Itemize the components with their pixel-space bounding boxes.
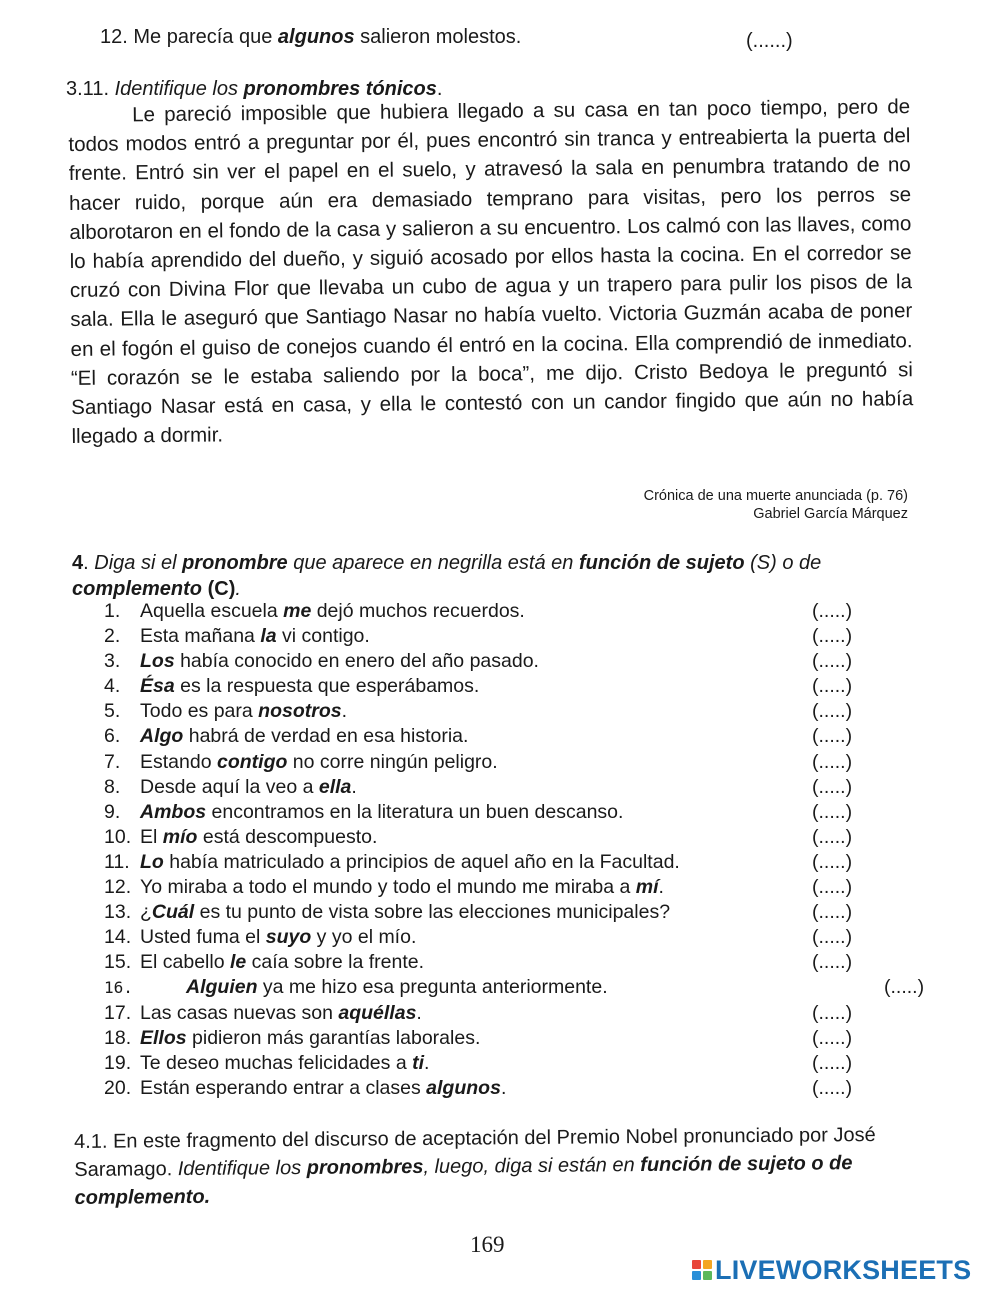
answer-blank[interactable]: (.....)	[812, 1026, 853, 1049]
answer-blank[interactable]: (.....)	[812, 1051, 853, 1074]
item-text-before: Las casas nuevas son	[140, 1001, 339, 1024]
item-text-after: .	[424, 1051, 430, 1074]
item-number: 17.	[104, 1001, 132, 1024]
item-number: 15.	[104, 951, 132, 974]
exercise-item	[104, 775, 874, 800]
item-text-after: pidieron más garantías laborales.	[186, 1026, 481, 1049]
item-text-before: Estando	[140, 750, 217, 773]
item-sentence	[140, 1026, 480, 1051]
item-sentence	[140, 775, 357, 800]
item-text-before: El cabello	[140, 951, 230, 974]
item-number: 19.	[104, 1051, 132, 1074]
item-text-before: Esta mañana	[140, 625, 261, 648]
item-text-before: El	[140, 825, 163, 848]
section-3-11-heading: 3.11. Identifique los pronombres tónicos.	[66, 78, 443, 100]
item-sentence	[140, 1051, 429, 1076]
item-pronoun: aquéllas	[338, 1001, 417, 1024]
item-sentence	[140, 699, 347, 724]
section-4-instructions: 4. Diga si el pronombre que aparece en negrilla está en función de sujeto (S) o de complemento (C).	[72, 552, 822, 600]
answer-blank[interactable]: (.....)	[812, 625, 853, 648]
answer-blank[interactable]: (.....)	[812, 901, 853, 924]
page-number: 169	[470, 1232, 505, 1257]
item-text-after: y yo el mío.	[311, 926, 417, 949]
item-sentence	[140, 825, 377, 850]
citation-work: Crónica de una muerte anunciada (p. 76)	[643, 488, 908, 504]
exercise-item	[104, 724, 874, 749]
item-number: 8.	[104, 775, 121, 798]
answer-blank[interactable]: (.....)	[812, 600, 853, 622]
item-sentence	[140, 649, 539, 674]
item-pronoun: mío	[162, 825, 198, 848]
exercise-item	[104, 750, 874, 775]
answer-blank[interactable]: (.....)	[884, 976, 925, 999]
logo-square	[692, 1271, 701, 1280]
item-sentence	[140, 724, 468, 749]
item-text-after: es tu punto de vista sobre las elecciones municipales?	[194, 901, 671, 924]
item-sentence	[140, 850, 680, 875]
exercise-item	[104, 1051, 874, 1076]
item-pronoun: Ellos	[140, 1026, 187, 1049]
exercise-item	[104, 1026, 874, 1051]
item-text-after: .	[341, 700, 348, 723]
answer-blank[interactable]: (.....)	[812, 825, 853, 848]
item-number: 1.	[104, 600, 121, 622]
item-pronoun: Alguien	[186, 976, 258, 999]
item-text-after: .	[416, 1001, 422, 1024]
item-text-after: .	[351, 775, 357, 798]
exercise-item	[104, 1001, 874, 1026]
item-text-after: caía sobre la frente.	[246, 951, 425, 974]
answer-blank[interactable]: (.....)	[812, 700, 853, 723]
answer-blank[interactable]: (.....)	[812, 876, 853, 899]
section-4-1-instructions: 4.1. En este fragmento del discurso de aceptación del Premio Nobel pronunciado por José Saramago. Identifique los pronombres, luego, diga si están en función de sujeto o de complemento.	[74, 1124, 876, 1209]
top-question-12-answer-blank[interactable]: (......)	[746, 30, 793, 52]
exercise-item	[104, 950, 874, 975]
item-pronoun: suyo	[265, 926, 312, 949]
exercise-item	[104, 925, 874, 950]
item-sentence	[140, 950, 424, 975]
item-text-after: es la respuesta que esperábamos.	[174, 675, 480, 698]
item-text-before: Están esperando entrar a clases	[140, 1076, 427, 1099]
answer-blank[interactable]: (.....)	[812, 775, 853, 798]
exercise-item	[104, 599, 874, 624]
item-text-after: encontramos en la literatura un buen descanso.	[206, 800, 624, 823]
item-number: 6.	[104, 725, 121, 748]
item-text-before: Usted fuma el	[140, 926, 266, 949]
item-pronoun: la	[260, 625, 277, 648]
item-number: 9.	[104, 800, 121, 823]
item-number: 4.	[104, 675, 121, 698]
item-pronoun: mí	[635, 876, 659, 899]
exercise-item	[104, 850, 874, 875]
item-number: 13.	[104, 901, 132, 924]
item-text-after: está descompuesto.	[197, 825, 378, 848]
item-pronoun: nosotros	[258, 700, 342, 723]
item-number: 16.	[104, 978, 133, 998]
item-pronoun: Algo	[140, 725, 184, 748]
answer-blank[interactable]: (.....)	[812, 725, 853, 748]
item-text-before: ¿	[140, 901, 152, 924]
item-text-after: había conocido en enero del año pasado.	[174, 650, 539, 673]
item-text-before: Te deseo muchas felicidades a	[140, 1051, 413, 1074]
reading-passage	[68, 92, 914, 451]
item-sentence	[140, 1001, 422, 1026]
item-text-after: había matriculado a principios de aquel año en la Facultad.	[163, 850, 680, 873]
answer-blank[interactable]: (.....)	[812, 926, 853, 949]
exercise-item	[104, 900, 874, 925]
exercise-item	[104, 825, 874, 850]
item-pronoun: Ambos	[140, 800, 207, 823]
answer-blank[interactable]: (.....)	[812, 800, 853, 823]
item-text-after: vi contigo.	[276, 625, 370, 648]
item-number: 14.	[104, 926, 132, 949]
item-number: 12.	[104, 876, 132, 899]
item-text-before: Desde aquí la veo a	[140, 775, 319, 798]
item-text-after: habrá de verdad en esa historia.	[183, 725, 469, 748]
item-pronoun: le	[229, 951, 247, 974]
item-number: 11.	[104, 850, 130, 873]
item-sentence	[140, 925, 416, 950]
item-text-before: Yo miraba a todo el mundo y todo el mundo me miraba a	[140, 876, 636, 899]
item-pronoun: me	[283, 600, 312, 622]
answer-blank[interactable]: (.....)	[812, 951, 853, 974]
exercise-item	[104, 649, 874, 674]
exercise-item	[104, 800, 874, 825]
item-pronoun: ti	[412, 1051, 424, 1074]
item-sentence	[140, 624, 370, 649]
item-pronoun: Lo	[140, 850, 164, 873]
exercise-list	[104, 599, 925, 1101]
item-pronoun: contigo	[216, 750, 288, 773]
item-text-after: no corre ningún peligro.	[287, 750, 498, 773]
item-sentence	[140, 875, 664, 900]
logo-square	[703, 1271, 712, 1280]
item-text-after: ya me hizo esa pregunta anteriormente.	[257, 976, 608, 999]
exercise-item	[104, 1076, 874, 1101]
logo-square	[703, 1260, 712, 1269]
item-sentence	[186, 975, 608, 1000]
exercise-item	[104, 699, 874, 724]
item-sentence	[140, 1076, 506, 1101]
item-sentence	[140, 900, 670, 925]
item-number: 7.	[104, 750, 121, 773]
item-pronoun: Cuál	[151, 901, 195, 924]
logo-square	[692, 1260, 701, 1269]
exercise-item	[104, 875, 874, 900]
passage-text: Le pareció imposible que hubiera llegado a su casa en tan poco tiempo, pero de todos modos entró a preguntar por él, pues encontró sin tranca y entreabierta la puerta del frente. Entró sin ver el papel en el suelo, y atravesó la sala en penumbra tratando de no hacer ruido, porque aún era demasiado temprano para visitas, pero los perros se alborotaron en el fondo de la casa y salieron a su encuentro. Los calmó con las llaves, como lo había aprendido del dueño, y siguió acosado por ellos hasta la cocina. En el corredor se cruzó con Divina Flor que llevaba un cubo de agua y un trapero para pulir los pisos de la sala. Ella le aseguró que Santiago Nasar no había vuelto. Victoria Guzmán acaba de poner en el fogón el guiso de conejos cuando él entró en la cocina. Ella comprendió de inmediato. “El corazón se le estaba saliendo por la boca”, me dijo. Cristo Bedoya le preguntó si Santiago Nasar está en casa, y ella le contestó con un candor fingido que aún no había llegado a dormir.	[68, 95, 914, 449]
item-sentence	[140, 599, 525, 624]
item-sentence	[140, 800, 623, 825]
item-number: 18.	[104, 1026, 132, 1049]
item-text-before: Todo es para	[140, 700, 259, 723]
item-number: 10.	[104, 825, 132, 848]
item-sentence	[140, 750, 498, 775]
item-text-after: .	[658, 876, 664, 899]
exercise-item	[104, 674, 874, 699]
item-text-after: dejó muchos recuerdos.	[311, 600, 525, 622]
item-number: 20.	[104, 1076, 132, 1099]
citation-author: Gabriel García Márquez	[753, 506, 908, 522]
answer-blank[interactable]: (.....)	[812, 750, 853, 773]
exercise-item	[104, 624, 874, 649]
item-text-after: .	[500, 1076, 507, 1099]
item-text-before: Aquella escuela	[140, 600, 284, 622]
liveworksheets-logo	[692, 1256, 971, 1284]
item-number: 5.	[104, 700, 121, 723]
logo-text: LIVEWORKSHEETS	[715, 1254, 972, 1285]
exercise-item	[104, 975, 925, 1000]
answer-blank[interactable]: (.....)	[812, 850, 853, 873]
item-pronoun: Los	[140, 650, 175, 673]
item-number: 2.	[104, 625, 121, 648]
top-question-12: 12. Me parecía que algunos salieron molestos.	[100, 26, 522, 48]
answer-blank[interactable]: (.....)	[812, 1076, 853, 1099]
logo-mark-icon	[692, 1260, 712, 1280]
answer-blank[interactable]: (.....)	[812, 650, 853, 673]
answer-blank[interactable]: (.....)	[812, 675, 853, 698]
item-pronoun: algunos	[426, 1076, 501, 1099]
item-number: 3.	[104, 650, 121, 673]
item-pronoun: Ésa	[140, 675, 175, 698]
answer-blank[interactable]: (.....)	[812, 1001, 853, 1024]
item-sentence	[140, 674, 479, 699]
item-pronoun: ella	[318, 775, 352, 798]
